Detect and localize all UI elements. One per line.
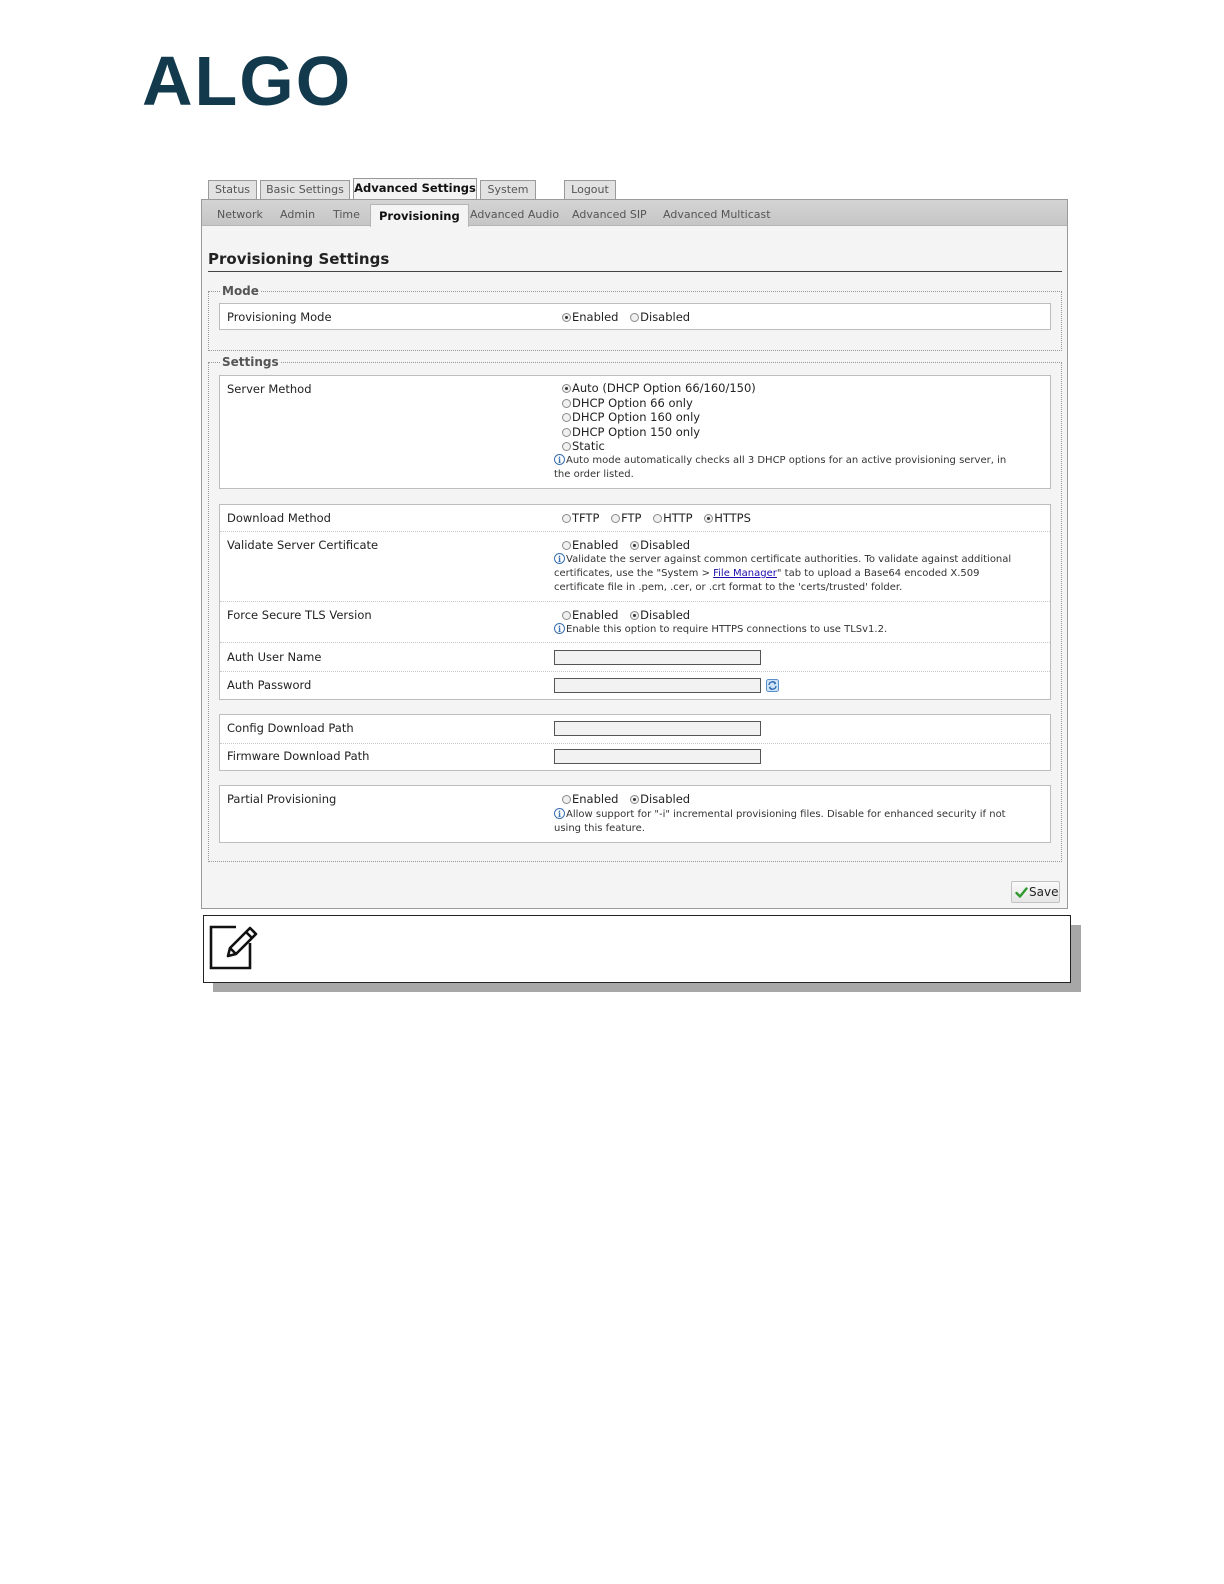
server-method-help: i Auto mode automatically checks all 3 DHCP options for an active provisioning server, in the order listed. [554,455,1007,480]
validate-cert-row [220,531,1050,601]
server-method-static[interactable]: Static [562,439,756,454]
download-http[interactable]: HTTP [653,511,692,525]
server-method-dhcp66[interactable]: DHCP Option 66 only [562,396,756,411]
edit-note-icon [208,921,258,971]
tab-system[interactable]: System [480,180,536,199]
config-path-input[interactable] [554,721,761,736]
validate-cert-help: i Validate the server against common certificate authorities. To validate against additional certificates, use the "System > File Manager" tab to upload a Base64 encoded X.509 certificate file in .pem, .cer, or .crt format to the 'certs/trusted' folder. [554,554,1012,593]
radio-selected-icon[interactable] [630,611,639,620]
force-tls-help: i Enable this option to require HTTPS connections to use TLSv1.2. [554,623,1024,637]
subtab-advanced-sip[interactable]: Advanced SIP [572,208,647,221]
info-icon: i [554,623,565,634]
server-method-radios [562,381,756,454]
note-box [203,915,1071,983]
mode-fieldset [208,284,1062,351]
validate-cert-label: Validate Server Certificate [227,538,379,552]
settings-panel [201,199,1068,909]
checkmark-icon [1015,886,1028,899]
auth-password-row [220,671,1050,699]
auth-user-input[interactable] [554,650,761,665]
save-button[interactable]: Save [1011,881,1060,903]
radio-icon[interactable] [562,795,571,804]
provisioning-mode-enabled[interactable]: Enabled [562,310,618,324]
radio-selected-icon[interactable] [630,541,639,550]
provisioning-mode-radios [562,310,698,324]
settings-legend: Settings [222,355,279,369]
algo-logo: ALGO [142,42,353,120]
auth-user-row [220,642,1050,671]
server-method-box [219,375,1051,489]
validate-cert-radios [562,538,698,552]
provisioning-mode-label: Provisioning Mode [227,310,332,324]
subtab-network[interactable]: Network [217,208,263,221]
sub-navigation [202,200,1067,226]
download-https[interactable]: HTTPS [704,511,751,525]
radio-icon[interactable] [653,514,662,523]
subtab-advanced-audio[interactable]: Advanced Audio [470,208,560,221]
radio-icon[interactable] [562,428,571,437]
partial-enabled[interactable]: Enabled [562,792,618,806]
partial-box [219,785,1051,843]
firmware-path-input[interactable] [554,749,761,764]
radio-icon[interactable] [562,399,571,408]
firmware-path-row [220,743,1050,771]
partial-disabled[interactable]: Disabled [630,792,690,806]
subtab-provisioning[interactable]: Provisioning [370,204,469,227]
provisioning-mode-disabled[interactable]: Disabled [630,310,690,324]
paths-box [219,714,1051,771]
radio-icon[interactable] [611,514,620,523]
partial-help: i Allow support for "-i" incremental provisioning files. Disable for enhanced security if not using this feature. [554,809,1006,834]
server-method-dhcp150[interactable]: DHCP Option 150 only [562,425,756,440]
validate-cert-disabled[interactable]: Disabled [630,538,690,552]
force-tls-row [220,601,1050,642]
radio-icon[interactable] [562,541,571,550]
info-icon: i [554,553,565,564]
auth-user-label: Auth User Name [227,650,322,664]
tab-advanced-settings[interactable]: Advanced Settings [353,178,477,199]
config-path-label: Config Download Path [227,721,354,735]
force-tls-enabled[interactable]: Enabled [562,608,618,622]
subtab-time[interactable]: Time [333,208,360,221]
download-method-row [220,505,1050,531]
subtab-advanced-multicast[interactable]: Advanced Multicast [663,208,771,221]
page-title: Provisioning Settings [208,250,390,268]
server-method-auto[interactable]: Auto (DHCP Option 66/160/150) [562,381,756,396]
tab-status[interactable]: Status [208,180,257,199]
server-method-dhcp160[interactable]: DHCP Option 160 only [562,410,756,425]
download-box [219,504,1051,700]
partial-radios [562,792,698,806]
radio-icon[interactable] [562,442,571,451]
mode-legend: Mode [222,284,259,298]
info-icon: i [554,454,565,465]
subtab-admin[interactable]: Admin [280,208,316,221]
radio-selected-icon[interactable] [704,514,713,523]
radio-selected-icon[interactable] [562,384,571,393]
file-manager-link[interactable]: File Manager [713,568,777,579]
refresh-icon[interactable] [766,679,779,692]
radio-selected-icon[interactable] [562,313,571,322]
download-method-radios [562,511,759,525]
download-ftp[interactable]: FTP [611,511,641,525]
force-tls-radios [562,608,698,622]
radio-selected-icon[interactable] [630,795,639,804]
mode-box [219,303,1051,330]
radio-icon[interactable] [562,611,571,620]
force-tls-label: Force Secure TLS Version [227,608,372,622]
download-tftp[interactable]: TFTP [562,511,599,525]
radio-icon[interactable] [562,514,571,523]
radio-icon[interactable] [630,313,639,322]
tab-basic-settings[interactable]: Basic Settings [260,180,350,199]
auth-password-input[interactable] [554,678,761,693]
title-divider [208,271,1062,272]
radio-icon[interactable] [562,413,571,422]
info-icon: i [554,808,565,819]
validate-cert-enabled[interactable]: Enabled [562,538,618,552]
config-path-row [220,715,1050,743]
auth-password-label: Auth Password [227,678,312,692]
force-tls-disabled[interactable]: Disabled [630,608,690,622]
server-method-label: Server Method [227,382,312,396]
tab-logout[interactable]: Logout [564,180,616,199]
partial-label: Partial Provisioning [227,792,337,806]
firmware-path-label: Firmware Download Path [227,749,370,763]
download-method-label: Download Method [227,511,331,525]
settings-fieldset [208,355,1062,862]
